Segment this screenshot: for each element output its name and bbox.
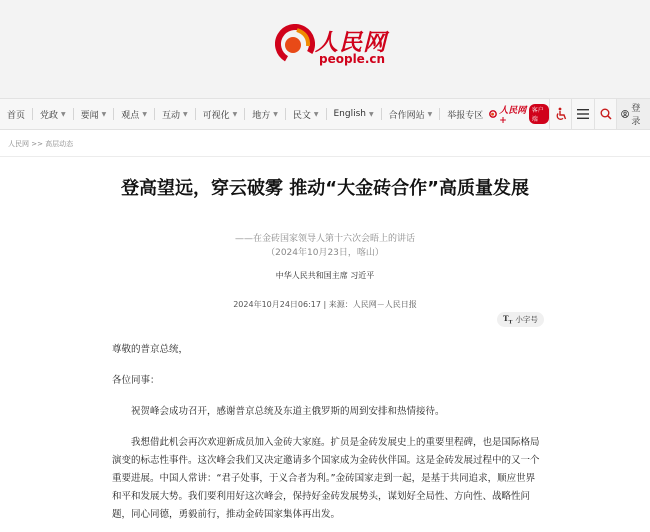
chevron-down-icon: ▼ [101,110,107,118]
user-icon [621,109,629,119]
nav-label: 地方 [252,110,271,121]
main-nav [0,98,650,130]
nav-label: 举报专区 [447,110,484,121]
nav-label: 民文 [292,110,311,121]
nav-label: 互动 [161,110,180,121]
wheelchair-icon [554,107,568,121]
search-icon [600,108,612,120]
article-subtitle [100,232,550,260]
nav-item-party[interactable] [33,99,74,129]
chevron-down-icon: ▼ [273,110,278,118]
nav-label: 合作网站 [388,110,425,121]
breadcrumb[interactable]: 人民网 >> 高层动态 [8,140,74,148]
hamburger-menu-icon [577,109,589,119]
nav-item-minority[interactable] [286,99,327,129]
font-toggle-label: 小字号 [515,315,538,324]
menu-button[interactable] [571,99,593,129]
accessibility-button[interactable] [549,99,571,129]
nav-label: English [333,109,366,119]
nav-item-interact[interactable] [155,99,196,129]
nav-item-opinion[interactable] [114,99,155,129]
chevron-down-icon: ▼ [182,110,188,118]
chevron-down-icon: ▼ [232,110,238,118]
nav-item-local[interactable] [245,99,286,129]
people-plus-app-link[interactable] [489,103,549,126]
nav-label: 可视化 [202,110,230,121]
chevron-down-icon: ▼ [61,110,66,118]
article-author: 中华人民共和国主席 习近平 [275,271,375,280]
chevron-down-icon: ▼ [369,110,374,118]
font-size-toggle-button[interactable] [497,312,544,327]
article-meta: 2024年10月24日06:17 | 来源：人民网－人民日报 [233,300,417,309]
divider [0,156,650,157]
article-paragraph: 尊敬的普京总统， [112,344,189,355]
logo-english-text: people.cn [319,52,386,66]
brand-text: 人民网+ [499,105,527,126]
people-logo[interactable] [275,24,385,66]
nav-item-home[interactable] [0,99,33,129]
text-size-icon: $T_T$ [503,313,513,326]
logo-chinese-text: 人民网 [315,29,387,56]
nav-item-news[interactable] [74,99,115,129]
nav-item-partners[interactable] [382,99,441,129]
subtitle-line: ——在金砖国家领导人第十六次会晤上的讲话 [234,234,415,244]
login-button[interactable] [616,99,650,129]
nav-item-visual[interactable] [196,99,246,129]
nav-item-english[interactable] [327,99,382,129]
login-label: 登录 [631,104,641,127]
site-header [0,0,650,98]
chevron-down-icon: ▼ [313,110,319,118]
article-title: 登高望远，穿云破雾 推动“大金砖合作”高质量发展 [121,178,529,199]
chevron-down-icon: ▼ [427,110,433,118]
article-paragraph: 祝贺峰会成功召开，感谢普京总统及东道主俄罗斯的周到安排和热情接待。 [131,406,445,417]
subtitle-line: （2024年10月23日，喀山） [266,248,384,258]
nav-label: 观点 [121,110,140,121]
chevron-down-icon: ▼ [142,110,147,118]
app-badge: 客户端 [529,104,549,124]
article-paragraph: 我想借此机会再次欢迎新成员加入金砖大家庭。扩员是金砖发展史上的重要里程碑，也是国际格局演变的标志性事件。这次峰会我们又决定邀请多个国家成为金砖伙伴国。这是金砖发展过程中的又一个重要进展。中国人常讲：“君子处事，于义合者为利。”金砖国家走到一起，是基于共同追求，顺应世界和平和发展大势。我们要利用好这次峰会，保持好金砖发展势头，谋划好全局性、方向性、战略性问题，同心同德，勇毅前行，推动金砖国家集体再出发。 [112,437,540,520]
people-logo-mark-icon [275,24,315,64]
nav-label: 首页 [7,110,26,121]
nav-item-report[interactable] [440,99,483,129]
nav-label: 要闻 [80,110,99,121]
people-logo-small-icon [489,109,497,119]
article-paragraph: 各位同事： [112,375,160,386]
nav-label: 党政 [40,110,59,121]
search-button[interactable] [594,99,616,129]
